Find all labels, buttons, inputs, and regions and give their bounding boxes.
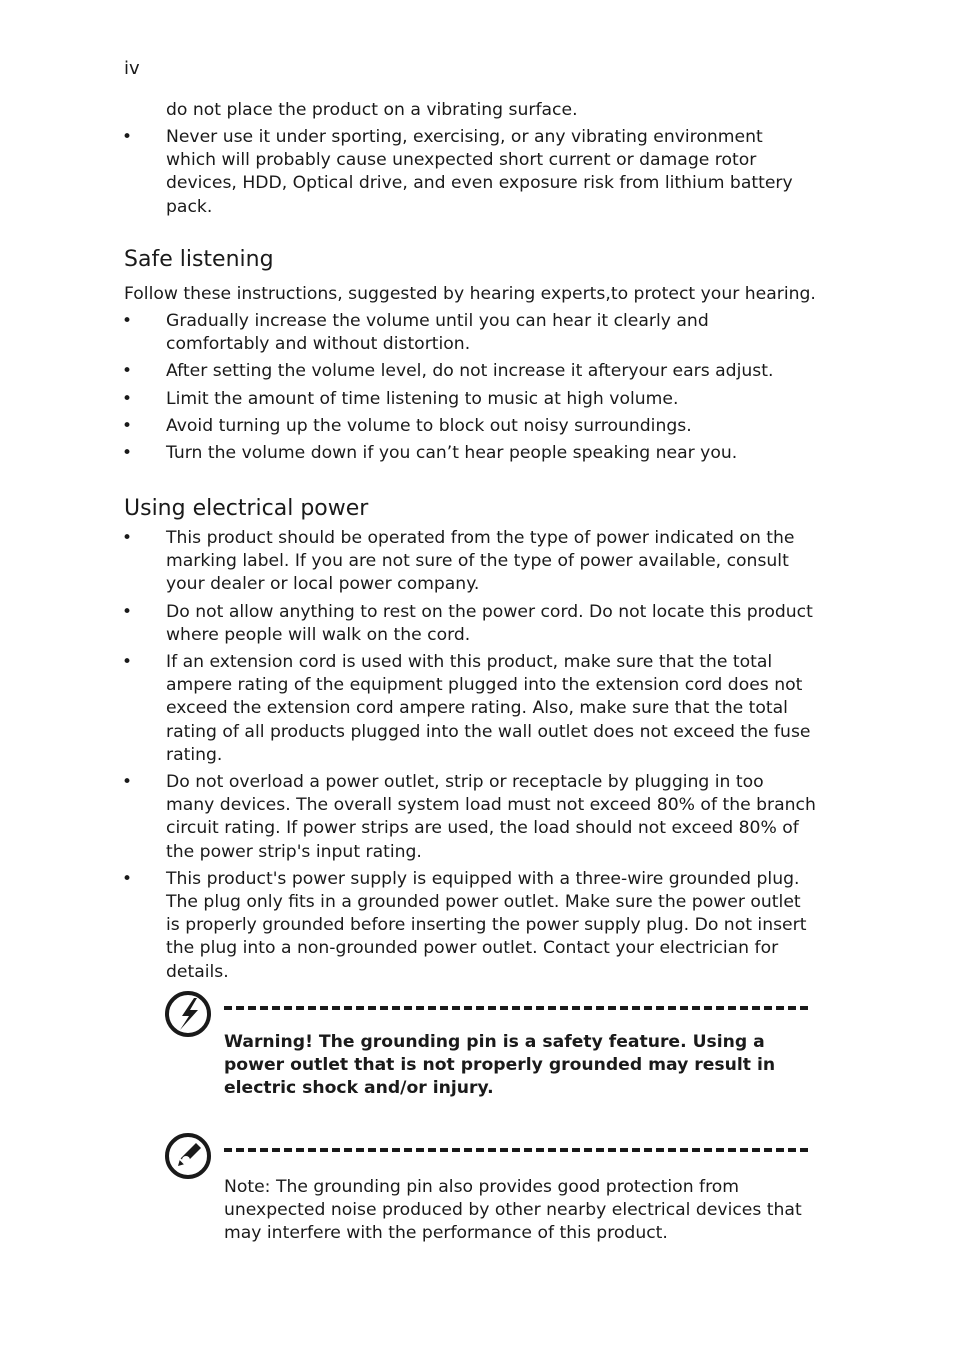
list-item xyxy=(0,415,816,438)
list-item-text: If an extension cord is used with this product, make sure that the total ampere rating of the equipment plugged into the extension cord does not exceed the extension cord ampere rating. Also, make sure that the total rating of all products plugged into the wall outlet does not exceed the fuse rating. xyxy=(166,652,811,765)
warning-callout xyxy=(164,990,812,1110)
list-item xyxy=(0,310,816,356)
warning-text: Warning! The grounding pin is a safety feature. Using a power outlet that is not properly grounded may result in electric shock and/or injury. xyxy=(224,1032,776,1099)
bullet-marker: • xyxy=(122,868,133,889)
list-item xyxy=(0,651,816,767)
note-text: The grounding pin also provides good protection from unexpected noise produced by other nearby electrical devices that may interfere with the performance of this product. xyxy=(224,1177,802,1244)
note-label: Note: xyxy=(224,1177,271,1197)
list-item-text: Do not allow anything to rest on the power cord. Do not locate this product where people will walk on the cord. xyxy=(166,601,813,645)
page-number: iv xyxy=(124,58,140,79)
top-bullet-list xyxy=(0,126,816,223)
bullet-marker: • xyxy=(122,311,133,331)
list-item xyxy=(0,388,816,411)
electrical-power-list xyxy=(0,527,816,988)
list-item-text: Never use it under sporting, exercising, or any vibrating environment which will probably cause unexpected short current or damage rotor devices, HDD, Optical drive, and even exposure risk from lithium battery pack. xyxy=(166,127,793,217)
bullet-marker: • xyxy=(122,443,133,464)
safe-listening-list xyxy=(0,310,816,469)
list-item xyxy=(0,601,816,647)
list-item-text: This product should be operated from the type of power indicated on the marking label. If you are not sure of the type of power available, consult your dealer or local power company. xyxy=(166,528,795,595)
list-item xyxy=(0,771,816,864)
section-heading-safe-listening: Safe listening xyxy=(124,247,274,272)
note-callout xyxy=(164,1132,812,1252)
list-item-text: Limit the amount of time listening to music at high volume. xyxy=(166,388,679,409)
note-pencil-icon xyxy=(164,1132,212,1180)
dotted-divider xyxy=(224,1148,808,1152)
list-item xyxy=(0,360,816,383)
bullet-marker: • xyxy=(122,772,133,793)
list-item-text: Avoid turning up the volume to block out noisy surroundings. xyxy=(166,415,692,436)
bullet-marker: • xyxy=(122,388,133,409)
bullet-marker: • xyxy=(122,127,133,147)
section-heading-electrical-power: Using electrical power xyxy=(124,496,369,521)
bullet-marker: • xyxy=(122,652,133,673)
bullet-marker: • xyxy=(122,415,133,436)
bullet-marker: • xyxy=(122,601,133,622)
note-text-block xyxy=(224,1176,810,1246)
list-item xyxy=(0,868,816,984)
list-item-text: Gradually increase the volume until you can hear it clearly and comfortably and without distortion. xyxy=(166,311,709,355)
list-item-text: Turn the volume down if you can’t hear people speaking near you. xyxy=(166,443,738,464)
list-item xyxy=(0,527,816,597)
continued-text: do not place the product on a vibrating surface. xyxy=(166,100,578,120)
lightning-warning-icon xyxy=(164,990,212,1038)
bullet-marker: • xyxy=(122,528,133,548)
list-item xyxy=(0,442,816,465)
safe-listening-intro: Follow these instructions, suggested by hearing experts,to protect your hearing. xyxy=(124,284,816,304)
list-item-text: After setting the volume level, do not increase it afteryour ears adjust. xyxy=(166,361,774,382)
list-item-text: This product's power supply is equipped with a three-wire grounded plug. The plug only fits in a grounded power outlet. Make sure the power outlet is properly grounded before inserting the power supply plug. Do not insert the plug into a non-grounded power outlet. Contact your electrician for details. xyxy=(166,868,807,982)
dotted-divider xyxy=(224,1006,808,1010)
list-item-text: Do not overload a power outlet, strip or receptacle by plugging in too many devices. The overall system load must not exceed 80% of the branch circuit rating. If power strips are used, the load should not exceed 80% of the power strip's input rating. xyxy=(166,772,816,862)
list-item xyxy=(0,126,816,219)
bullet-marker: • xyxy=(122,361,133,382)
